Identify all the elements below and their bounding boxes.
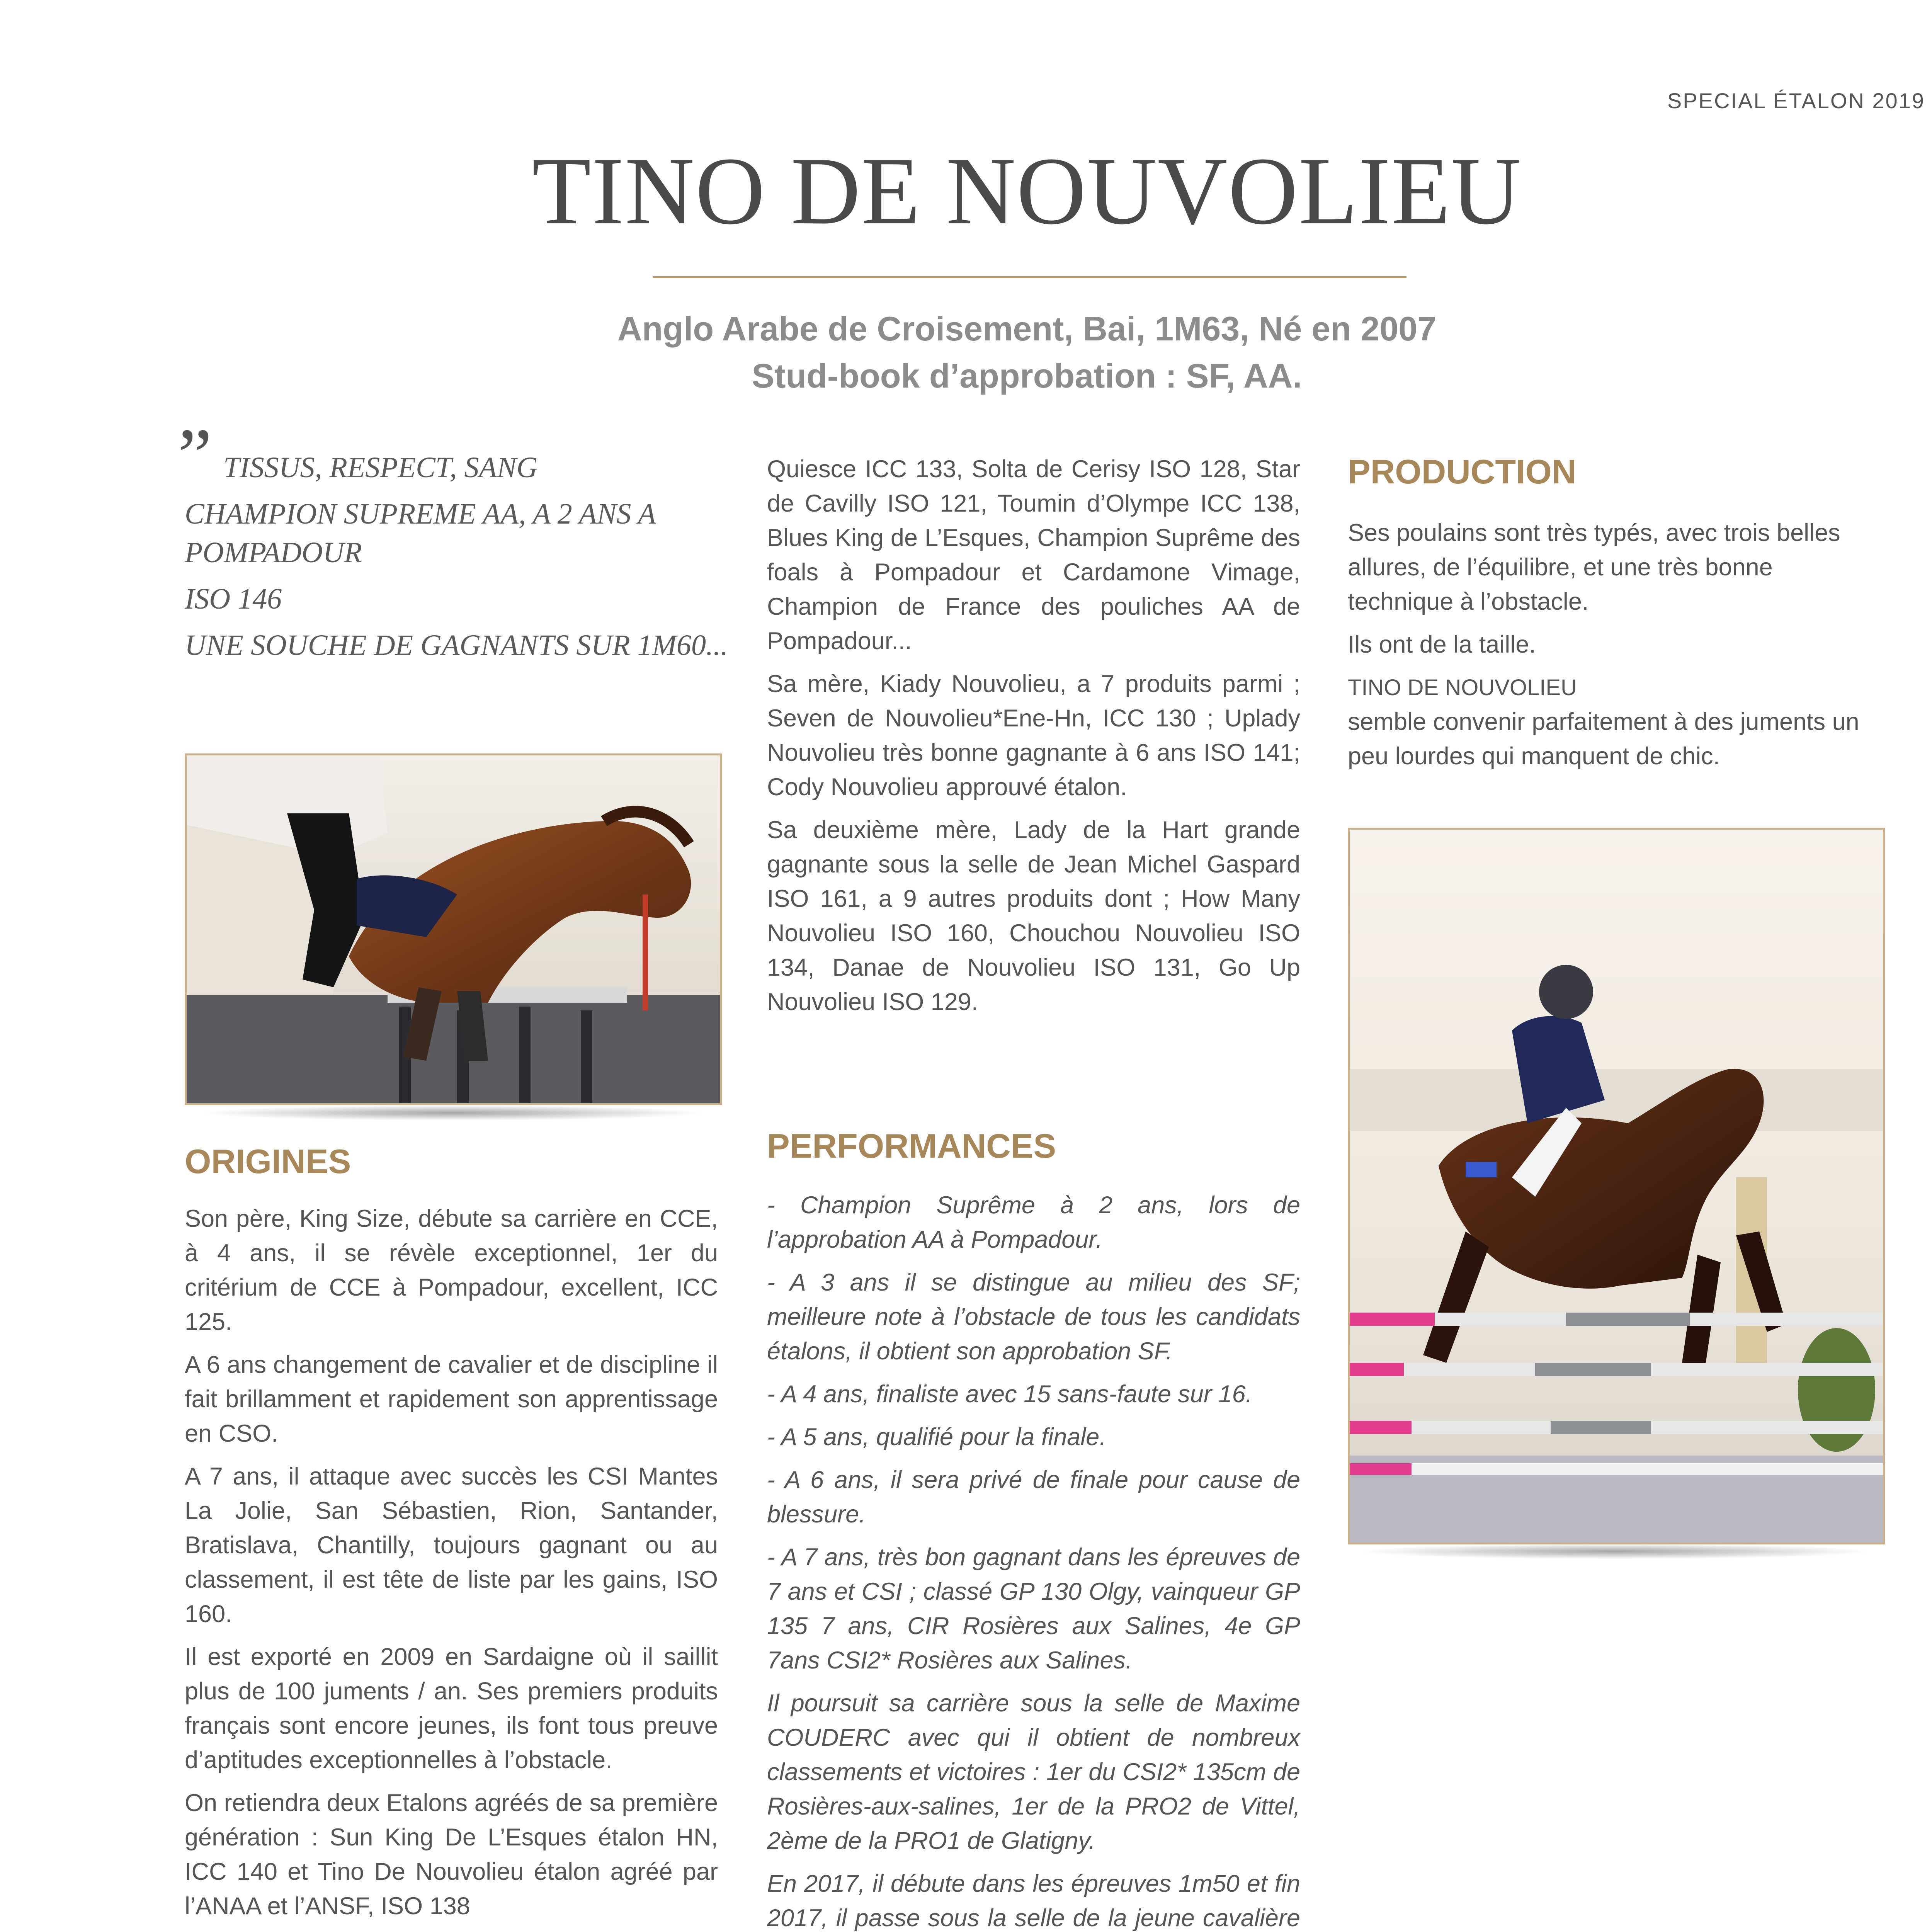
subtitle: [0, 305, 1932, 400]
performance-item: - A 7 ans, très bon gagnant dans les épreuves de 7 ans et CSI ; classé GP 130 Olgy, vainqueur GP 135 7 ans, CIR Rosières aux Salines, 4e GP 7ans CSI2* Rosières aux Salines.: [767, 1544, 1300, 1674]
subtitle-line-1: Anglo Arabe de Croisement, Bai, 1M63, Né en 2007: [617, 310, 1437, 348]
pedigree-text: [767, 452, 1300, 1028]
production-heading: PRODUCTION: [1348, 452, 1577, 491]
performance-item: Il poursuit sa carrière sous la selle de Maxime COUDERC avec qui il obtient de nombreux classements et victoires : 1er du CSI2* 135cm de Rosières-aux-salines, 1er de la PRO2 de Vittel, 2ème de la PRO1 de Glatigny.: [767, 1690, 1300, 1854]
production-paragraph: semble convenir parfaitement à des juments un peu lourdes qui manquent de chic.: [1348, 708, 1859, 770]
page-title: TINO DE NOUVOLIEU: [532, 138, 1522, 245]
origins-heading: ORIGINES: [185, 1142, 351, 1180]
origins-paragraph: Il est exporté en 2009 en Sardaigne où il saillit plus de 100 juments / an. Ses premiers produits français sont encore jeunes, ils font tous preuve d’aptitudes exceptionnelles à l’obstacle.: [185, 1643, 718, 1774]
subtitle-line-2: Stud-book d’approbation : SF, AA.: [752, 357, 1302, 395]
performances-heading: PERFORMANCES: [767, 1127, 1056, 1165]
pull-quote: [185, 448, 733, 672]
production-text: [1348, 516, 1881, 782]
performance-item: - A 3 ans il se distingue au milieu des SF; meilleure note à l’obstacle de tous les candidats étalons, il obtient son approbation SF.: [767, 1269, 1300, 1365]
performances-text: [767, 1188, 1300, 1932]
production-horse-name: TINO DE NOUVOLIEU: [1348, 675, 1577, 700]
production-paragraph: Ses poulains sont très typés, avec trois belles allures, de l’équilibre, et une très bonne technique à l’obstacle.: [1348, 519, 1840, 615]
pedigree-paragraph: Sa deuxième mère, Lady de la Hart grande gagnante sous la selle de Jean Michel Gaspard ISO 161, a 9 autres produits dont ; How Many Nouvolieu ISO 160, Chouchou Nouvolieu ISO 134, Danae de Nouvolieu ISO 131, Go Up Nouvolieu ISO 129.: [767, 816, 1300, 1015]
photo-shadow: [201, 1105, 703, 1121]
quote-mark: ”: [178, 413, 212, 498]
header-label: SPECIAL ÉTALON 2019: [1667, 88, 1925, 113]
quote-line: UNE SOUCHE DE GAGNANTS SUR 1M60...: [185, 629, 728, 662]
pedigree-paragraph: Sa mère, Kiady Nouvolieu, a 7 produits parmi ; Seven de Nouvolieu*Ene-Hn, ICC 130 ; Uplady Nouvolieu très bonne gagnante à 6 ans ISO 141; Cody Nouvolieu approuvé étalon.: [767, 670, 1300, 801]
performance-item: - Champion Suprême à 2 ans, lors de l’approbation AA à Pompadour.: [767, 1192, 1300, 1253]
performance-item: - A 6 ans, il sera privé de finale pour cause de blessure.: [767, 1466, 1300, 1528]
photo-shadow: [1360, 1544, 1870, 1559]
quote-line: ISO 146: [185, 583, 282, 615]
quote-line: TISSUS, RESPECT, SANG: [223, 451, 538, 484]
origins-paragraph: On retiendra deux Etalons agréés de sa première génération : Sun King De L’Esques étalon HN, ICC 140 et Tino De Nouvolieu étalon agréé par l’ANAA et l’ANSF, ISO 138: [185, 1789, 718, 1920]
quote-line: CHAMPION SUPREME AA, A 2 ANS A POMPADOUR: [185, 498, 656, 569]
rider-jumping-illustration: [1350, 830, 1883, 1543]
rider-jumping-photo: [1348, 828, 1885, 1544]
title-divider: [653, 276, 1406, 278]
production-paragraph: Ils ont de la taille.: [1348, 631, 1536, 658]
performance-item: - A 4 ans, finaliste avec 15 sans-faute sur 16.: [767, 1381, 1253, 1408]
origins-paragraph: A 6 ans changement de cavalier et de discipline il fait brillamment et rapidement son apprentissage en CSO.: [185, 1351, 718, 1447]
horse-jump-closeup-illustration: [187, 755, 720, 1103]
horse-jump-closeup-photo: [185, 753, 722, 1105]
performance-item: En 2017, il débute dans les épreuves 1m50 et fin 2017, il passe sous la selle de la jeune cavalière: [767, 1870, 1300, 1932]
pedigree-paragraph: Quiesce ICC 133, Solta de Cerisy ISO 128, Star de Cavilly ISO 121, Toumin d’Olympe ICC 138, Blues King de L’Esques, Champion Suprême des foals à Pompadour et Cardamone Vimage, Champion de France des pouliches AA de Pompadour...: [767, 456, 1300, 655]
origins-paragraph: Son père, King Size, débute sa carrière en CCE, à 4 ans, il se révèle exceptionnel, 1er du critérium de CCE à Pompadour, excellent, ICC 125.: [185, 1205, 718, 1335]
origins-paragraph: A 7 ans, il attaque avec succès les CSI Mantes La Jolie, San Sébastien, Rion, Santander, Bratislava, Chantilly, toujours gagnant ou au classement, il est tête de liste par les gains, ISO 160.: [185, 1463, 718, 1628]
performance-item: - A 5 ans, qualifié pour la finale.: [767, 1423, 1106, 1451]
origins-text: [185, 1202, 718, 1932]
